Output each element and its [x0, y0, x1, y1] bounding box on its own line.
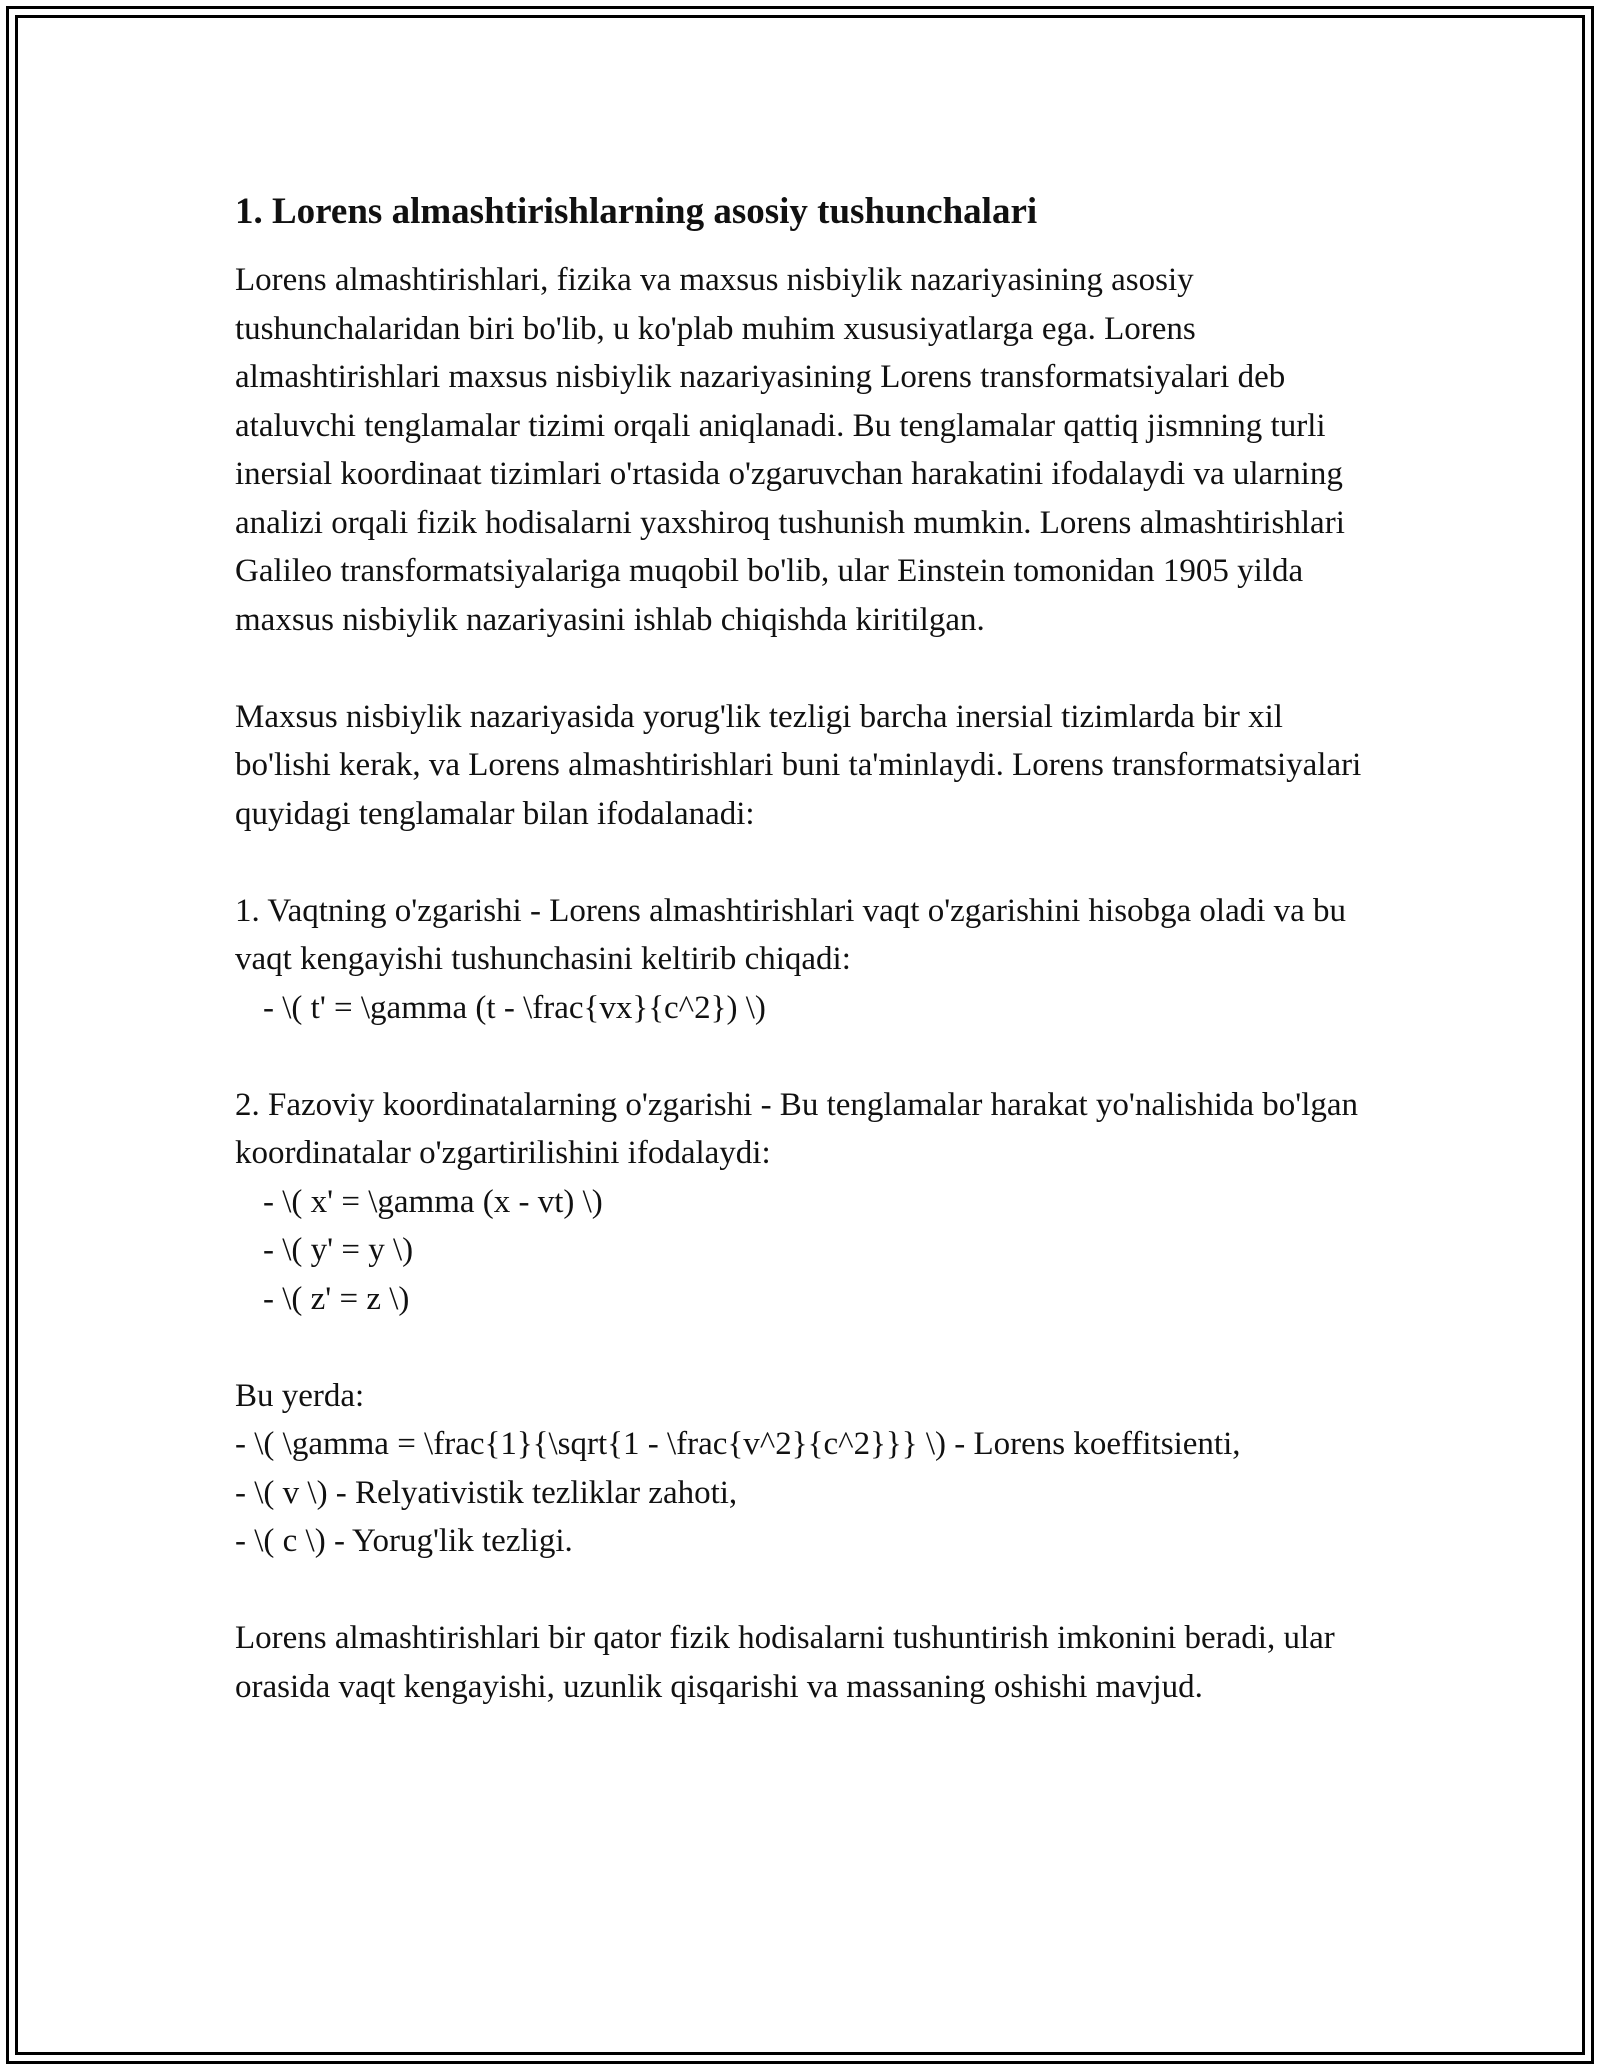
formula-time: - \( t' = \gamma (t - \frac{vx}{c^2}) \) [263, 989, 766, 1026]
definitions-title: Bu yerda: [235, 1377, 365, 1414]
list-item-space-text: 2. Fazoviy koordinatalarning o'zgarishi - Bu tenglamalar harakat yo'nalishida bo'lgan koordinatalar o'zgartirilishini ifodalaydi: [235, 1086, 1359, 1171]
definition-gamma: - \( \gamma = \frac{1}{\sqrt{1 - \frac{v^2}{c^2}}} \) - Lorens koeffitsienti, [235, 1426, 1241, 1462]
section-heading: 1. Lorens almashtirishlarning asosiy tushunchalari [235, 191, 1038, 232]
definitions-block [235, 1372, 1365, 1566]
spacer [235, 1323, 1365, 1372]
spacer [235, 1566, 1365, 1615]
list-item-time-text: 1. Vaqtning o'zgarishi - Lorens almashtirishlari vaqt o'zgarishini hisobga oladi va bu vaqt kengayishi tushunchasini keltirib chiqadi: [235, 892, 1347, 977]
spacer [235, 838, 1365, 887]
list-item-space [235, 1081, 1365, 1324]
list-item-time [235, 887, 1365, 1033]
document-body [235, 186, 1365, 1711]
spacer [235, 1032, 1365, 1081]
paragraph-transformations: Maxsus nisbiylik nazariyasida yorug'lik tezligi barcha inersial tizimlarda bir xil bo'lishi kerak, va Lorens almashtirishlari buni ta'minlaydi. Lorens transformatsiyalari quyidagi tenglamalar bilan ifodalanadi: [235, 698, 1362, 832]
formula-z: - \( z' = z \) [263, 1280, 410, 1317]
paragraph-conclusion: Lorens almashtirishlari bir qator fizik hodisalarni tushuntirish imkonini beradi, ular orasida vaqt kengayishi, uzunlik qisqarishi va massaning oshishi mavjud. [235, 1620, 1335, 1705]
definition-c: - \( c \) - Yorug'lik tezligi. [235, 1523, 573, 1559]
formula-y: - \( y' = y \) [263, 1232, 414, 1268]
spacer [235, 644, 1365, 693]
definition-v: - \( v \) - Relyativistik tezliklar zahoti, [235, 1474, 738, 1511]
paragraph-intro: Lorens almashtirishlari, fizika va maxsus nisbiylik nazariyasining asosiy tushunchalaridan biri bo'lib, u ko'plab muhim xususiyatlarga ega. Lorens almashtirishlari maxsus nisbiylik nazariyasining Lorens transformatsiyalari deb ataluvchi tenglamalar tizimi orqali aniqlanadi. Bu tenglamalar qattiq jismning turli inersial koordinaat tizimlari o'rtasida o'zgaruvchan harakatini ifodalaydi va ularning analizi orqali fizik hodisalarni yaxshiroq tushunish mumkin. Lorens almashtirishlari Galileo transformatsiyalariga muqobil bo'lib, ular Einstein tomonidan 1905 yilda maxsus nisbiylik nazariyasini ishlab chiqishda kiritilgan. [235, 262, 1345, 638]
formula-x: - \( x' = \gamma (x - vt) \) [263, 1183, 603, 1220]
